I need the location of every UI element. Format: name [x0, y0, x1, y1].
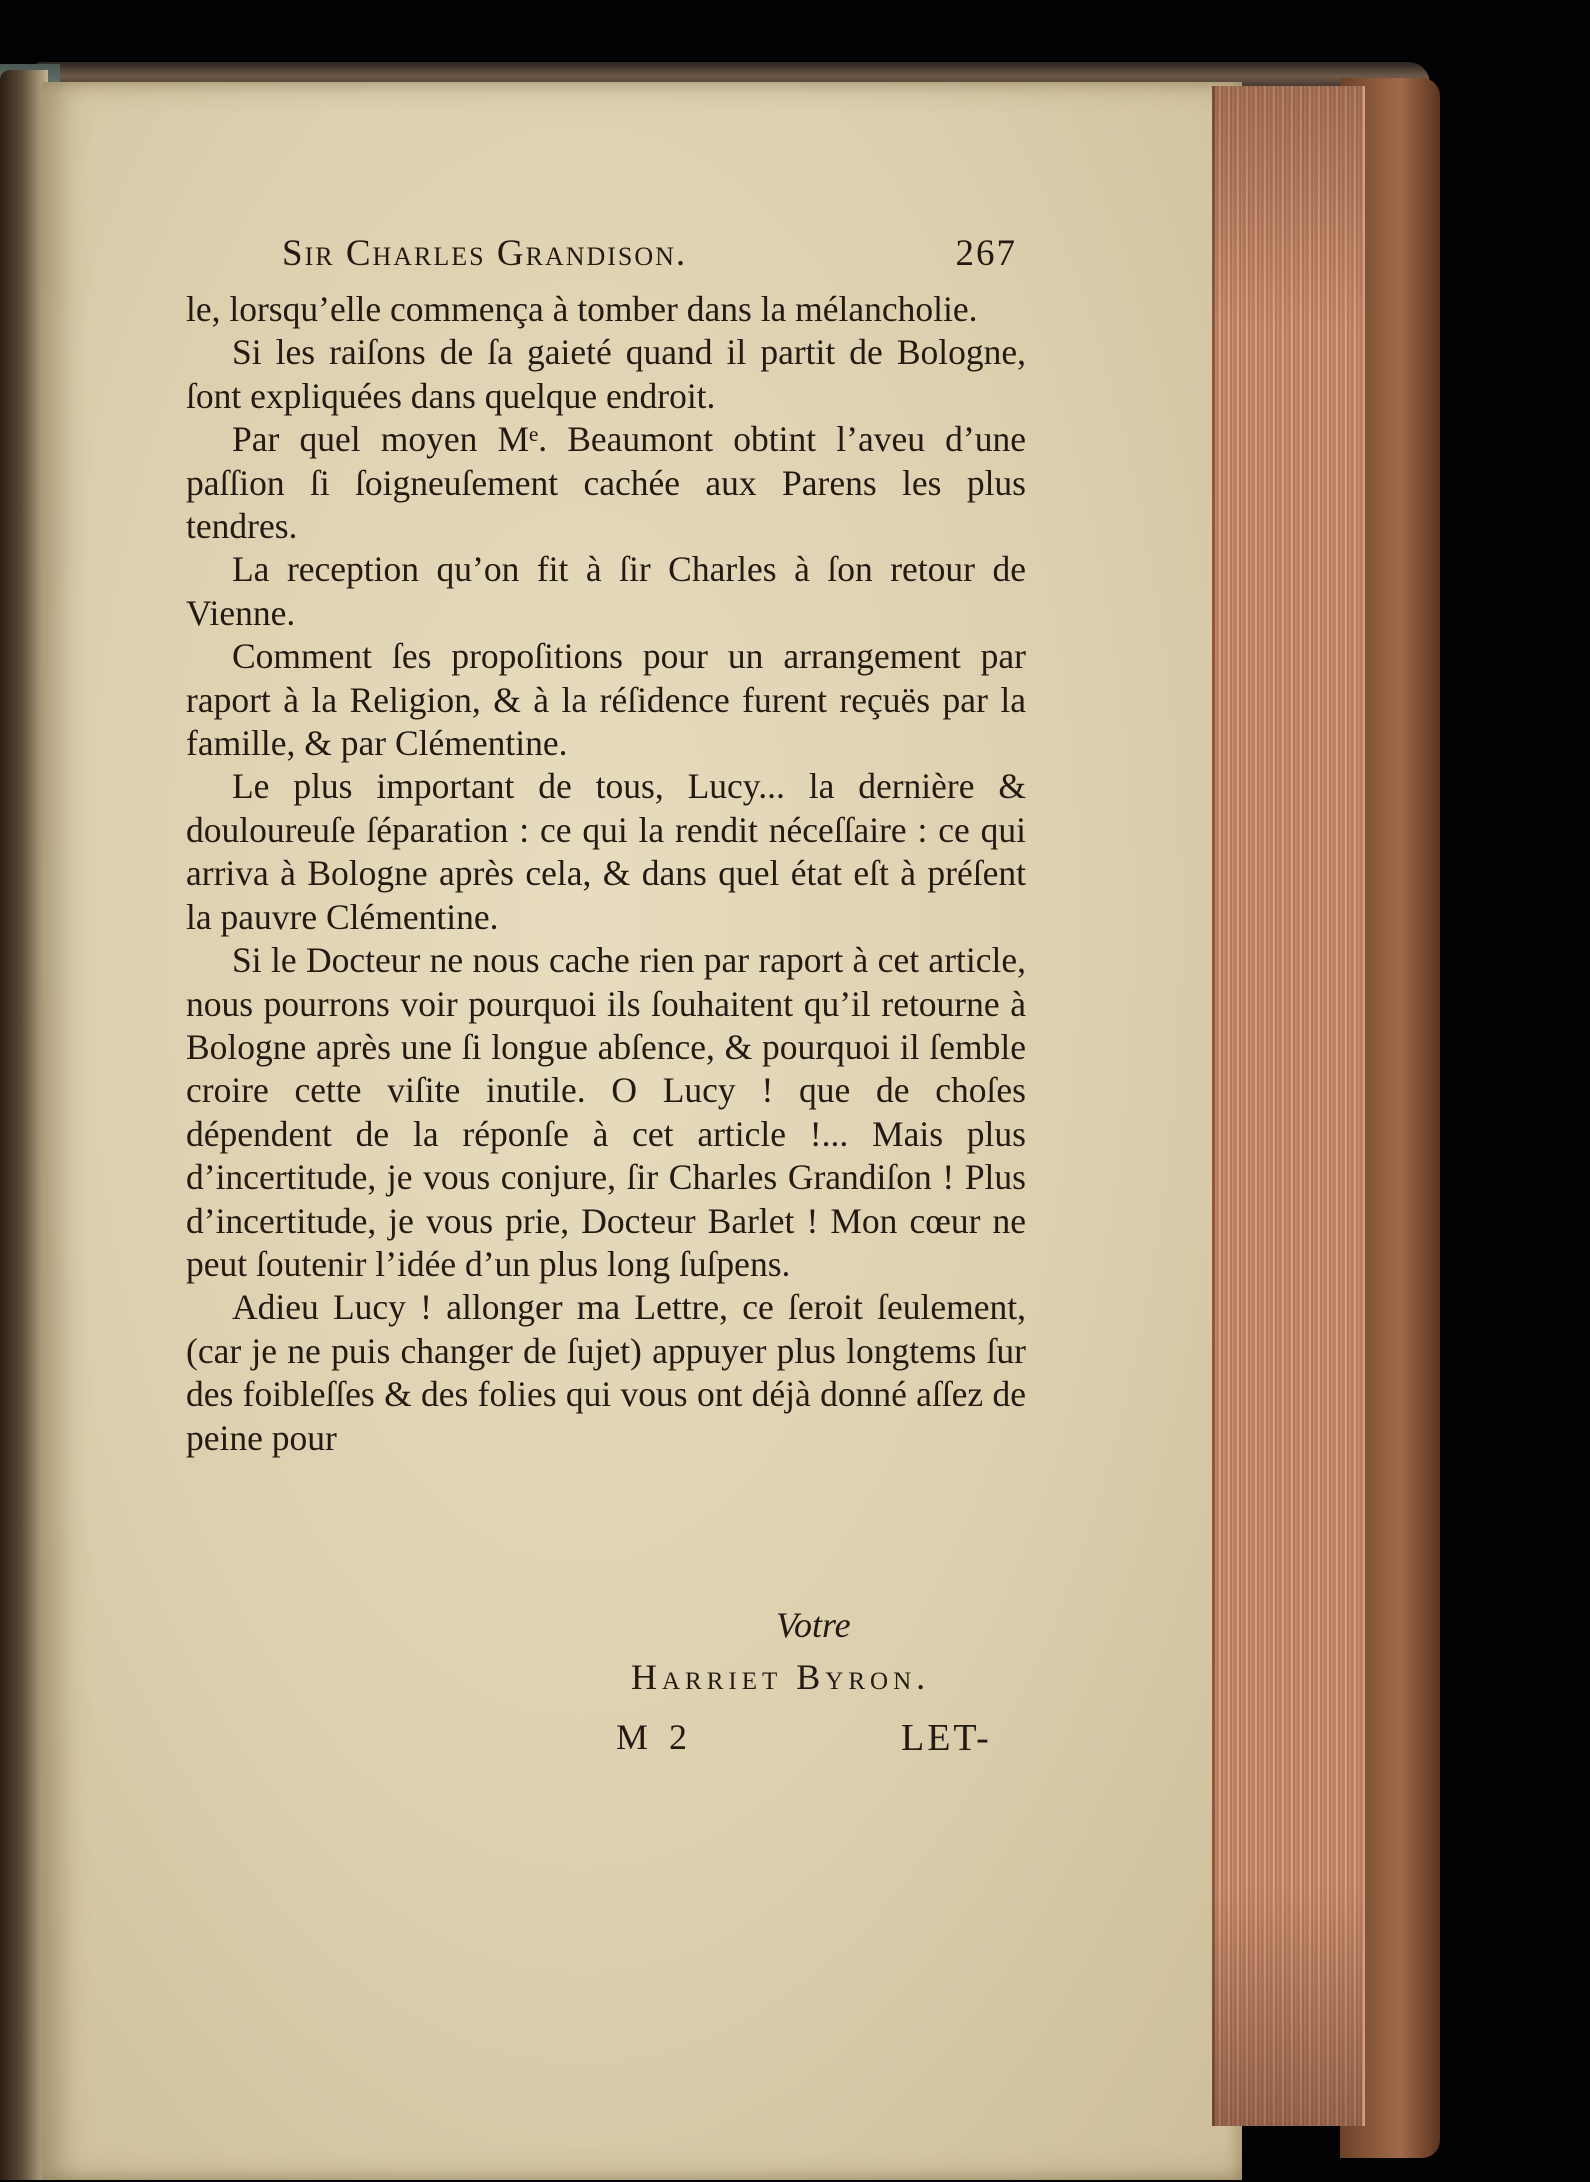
- paragraph: Si les raiſons de ſa gaieté quand il partit de Bologne, ſont expliquées dans quelque endroit.: [186, 332, 1026, 416]
- paragraph: Le plus important de tous, Lucy... la dernière & douloureuſe ſéparation : ce qui la rendit néceſſaire : ce qui arriva à Bologne après cela, & dans quel état eſt à préſent la pauvre Clémentine.: [186, 766, 1026, 937]
- previous-page-edge: [0, 70, 48, 2180]
- running-header: [282, 226, 1017, 286]
- paragraph: Adieu Lucy ! allonger ma Lettre, ce ſeroit ſeulement, (car je ne puis changer de ſujet) appuyer plus longtems ſur des foibleſſes & des folies qui vous ont déjà donné aſſez de peine pour: [186, 1287, 1026, 1458]
- paragraph: Par quel moyen Mᵉ. Beaumont obtint l’aveu d’une paſſion ſi ſoigneuſement cachée aux Parens les plus tendres.: [186, 419, 1026, 547]
- page-body: [186, 288, 1026, 1460]
- signature: Harriet Byron.: [631, 1657, 931, 1697]
- paragraph: La reception qu’on fit à ſir Charles à ſon retour de Vienne.: [186, 549, 1026, 633]
- paragraph: le, lorsqu’elle commença à tomber dans la mélancholie.: [186, 289, 978, 329]
- paragraph: Comment ſes propoſitions pour un arrangement par raport à la Religion, & à la réſidence furent reçuës par la famille, & par Clémentine.: [186, 636, 1026, 764]
- paragraph: Si le Docteur ne nous cache rien par raport à cet article, nous pourrons voir pourquoi ils ſouhaitent qu’il retourne à Bologne après une ſi longue abſence, & pourquoi il ſemble croire cette viſite inutile. O Lucy ! que de choſes dépendent de la réponſe à cet article !... Mais plus d’incertitude, je vous conjure, ſir Charles Grandiſon ! Plus d’incertitude, je vous prie, Docteur Barlet ! Mon cœur ne peut ſoutenir l’idée d’un plus long ſuſpens.: [186, 940, 1026, 1284]
- signature-mark: M 2: [616, 1717, 694, 1757]
- page-edges-shadow: [1212, 86, 1362, 2126]
- page-number: 267: [955, 233, 1017, 274]
- closing-votre: Votre: [776, 1605, 851, 1645]
- catchword: LET-: [901, 1717, 992, 1759]
- running-title: Sir Charles Grandison.: [282, 233, 688, 274]
